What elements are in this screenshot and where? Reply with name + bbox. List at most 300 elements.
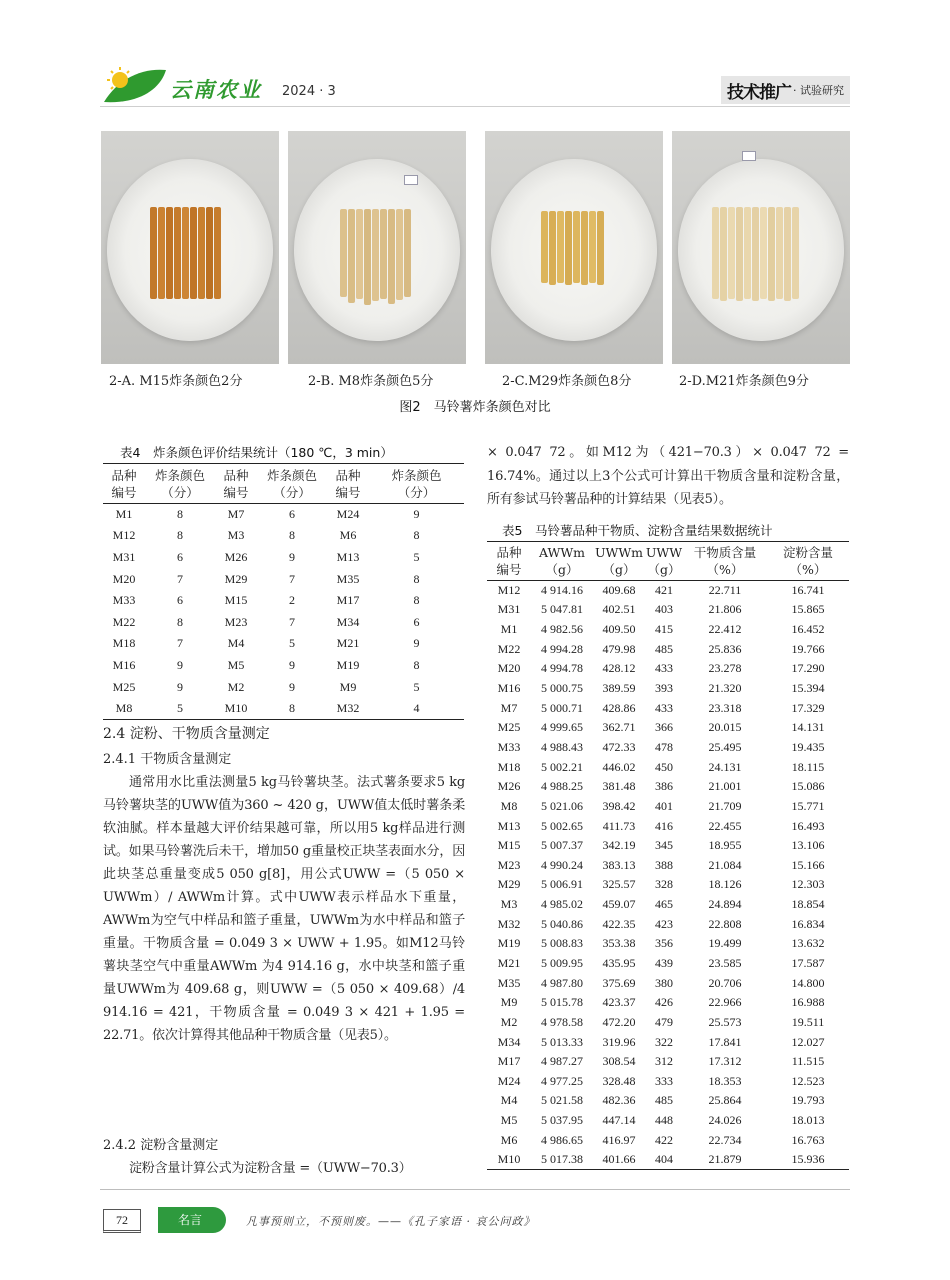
table5-cell: 409.50 — [602, 622, 636, 637]
table5-cell: M1 — [500, 622, 518, 637]
table5-cell: 5 021.06 — [541, 798, 583, 813]
table5-cell: M5 — [500, 1113, 518, 1128]
table5-cell: 478 — [655, 739, 673, 754]
table5-cell: 380 — [655, 975, 673, 990]
photo-m29-fries — [485, 131, 663, 364]
table5-row — [487, 1032, 849, 1052]
table5-cell: 416 — [655, 818, 673, 833]
table5-header-cell: UWW （g） — [645, 545, 683, 577]
table5-cell: M20 — [497, 661, 521, 676]
table4-cell: M8 — [115, 700, 133, 715]
table5-cell: 5 000.75 — [541, 681, 583, 696]
table5-cell: 416.97 — [602, 1132, 636, 1147]
table5-row — [487, 1130, 849, 1150]
table4-cell: 8 — [177, 528, 183, 543]
table5-cell: 24.894 — [708, 897, 742, 912]
table5-cell: 308.54 — [602, 1054, 636, 1069]
table5-cell: 21.806 — [708, 602, 742, 617]
table4-row — [103, 676, 464, 698]
table5-cell: 428.86 — [602, 700, 636, 715]
table5-cell: 4 914.16 — [541, 583, 583, 598]
table4-cell: M22 — [112, 614, 136, 629]
table5-cell: 446.02 — [602, 759, 636, 774]
table4-cell: 8 — [413, 657, 420, 672]
table5-cell: 15.394 — [791, 681, 825, 696]
table5-row — [487, 954, 849, 974]
table5-cell: M16 — [497, 681, 521, 696]
table5-row — [487, 1072, 849, 1092]
table5-cell: 479.98 — [602, 641, 636, 656]
table5-row — [487, 895, 849, 915]
table5-cell: 18.115 — [791, 759, 825, 774]
fries-group — [712, 207, 799, 301]
section-main-label: 技术推广 — [727, 82, 791, 103]
table5-cell: 356 — [655, 936, 673, 951]
table5-cell: M6 — [500, 1132, 518, 1147]
table5-row — [487, 973, 849, 993]
table5-cell: M15 — [497, 838, 521, 853]
table5-cell: M17 — [497, 1054, 521, 1069]
photo-caption-a: 2-A. M15炸条颜色2分 — [109, 374, 243, 389]
table4-cell: M16 — [112, 657, 136, 672]
table4-header-cell: 炸条颜色 （分） — [154, 467, 205, 500]
table5-row — [487, 855, 849, 875]
table5-cell: M24 — [497, 1073, 521, 1088]
table5-row — [487, 718, 849, 738]
table4-row — [103, 698, 464, 720]
table4-cell: 5 — [177, 700, 183, 715]
table5-cell: 19.511 — [791, 1014, 825, 1029]
table4-cell: 8 — [413, 528, 420, 543]
table5-row — [487, 620, 849, 640]
table5-cell: 5 009.95 — [541, 955, 583, 970]
table4-cell: M17 — [336, 593, 360, 608]
table5-cell: 12.303 — [791, 877, 825, 892]
table5-cell: 393 — [655, 681, 673, 696]
table5-cell: 4 987.80 — [541, 975, 583, 990]
table4-cell: 9 — [177, 657, 183, 672]
table5-cell: 423.37 — [602, 995, 636, 1010]
table4-row — [103, 611, 464, 633]
table5-cell: 20.015 — [708, 720, 742, 735]
page-header — [100, 64, 850, 108]
table5-cell: 17.587 — [791, 955, 825, 970]
table5-cell: M26 — [497, 779, 521, 794]
page-number: 72 — [103, 1209, 141, 1233]
table5-cell: 22.455 — [708, 818, 742, 833]
table4-cell: M32 — [336, 700, 360, 715]
table4-cell: M19 — [336, 657, 360, 672]
table5-cell: M7 — [500, 700, 518, 715]
table5-cell: 18.854 — [791, 897, 825, 912]
table5-cell: 459.07 — [602, 897, 636, 912]
table4-cell: M3 — [227, 528, 245, 543]
table5-header-cell: 淀粉含量 （%） — [782, 545, 833, 577]
paragraph-starch: 淀粉含量计算公式为淀粉含量 =（UWW−70.3） — [129, 1161, 412, 1176]
table4-title: 表4 炸条颜色评价结果统计（180 ℃，3 min） — [120, 445, 393, 460]
table4-cell: 7 — [289, 614, 295, 629]
table5-row — [487, 600, 849, 620]
table5-cell: 13.106 — [791, 838, 825, 853]
table5-cell: 25.495 — [708, 739, 742, 754]
table5-cell: 25.836 — [708, 641, 742, 656]
table5-cell: 328 — [655, 877, 673, 892]
table4-header-cell: 品种 编号 — [111, 467, 137, 500]
table5-cell: 465 — [655, 897, 673, 912]
table5-cell: 19.766 — [791, 641, 825, 656]
table4-cell: 8 — [413, 593, 420, 608]
table5-cell: M19 — [497, 936, 521, 951]
table5-cell: 433 — [655, 661, 673, 676]
table5-cell: 4 977.25 — [541, 1073, 583, 1088]
table5-cell: 472.33 — [602, 739, 636, 754]
table5-row — [487, 1091, 849, 1111]
table5-cell: 388 — [655, 857, 673, 872]
table4-cell: 7 — [177, 636, 183, 651]
table5-cell: 21.320 — [708, 681, 742, 696]
table5-cell: 319.96 — [602, 1034, 636, 1049]
table5-cell: 448 — [655, 1113, 673, 1128]
table5-row — [487, 875, 849, 895]
table5-cell: 426 — [655, 995, 673, 1010]
table4-cell: M13 — [336, 549, 360, 564]
table5-cell: 19.499 — [708, 936, 742, 951]
paragraph-starch-continued: × 0.047 72。如M12为（421−70.3）× 0.047 72 = 16.74%。通过以上3个公式可计算出干物质含量和淀粉含量，所有参试马铃薯品种的计算结果（见表5）。 — [487, 445, 849, 507]
table5-cell: 15.936 — [791, 1152, 825, 1167]
table5-cell: 20.706 — [708, 975, 742, 990]
table5-cell: 24.026 — [708, 1113, 742, 1128]
table4-cell: 9 — [289, 679, 295, 694]
table5-cell: 401.66 — [602, 1152, 636, 1167]
table5-cell: 386 — [655, 779, 673, 794]
table4-cell: M18 — [112, 636, 136, 651]
table5-cell: 4 999.65 — [541, 720, 583, 735]
table4-cell: M23 — [224, 614, 248, 629]
table4-cell: 5 — [413, 679, 420, 694]
table5-cell: 312 — [655, 1054, 673, 1069]
table5-cell: 4 986.65 — [541, 1132, 583, 1147]
table5-cell: 423 — [655, 916, 673, 931]
table4-cell: 8 — [289, 700, 295, 715]
section-heading-2-4-2: 2.4.2 淀粉含量测定 — [103, 1138, 219, 1153]
table5-cell: M23 — [497, 857, 521, 872]
table5-cell: 15.166 — [791, 857, 825, 872]
table5-cell: 381.48 — [602, 779, 636, 794]
table5-cell: 14.131 — [791, 720, 825, 735]
table5-row — [487, 934, 849, 954]
table5-cell: 447.14 — [602, 1113, 636, 1128]
table5-cell: 19.793 — [791, 1093, 825, 1108]
table5-cell: 353.38 — [602, 936, 636, 951]
table5-cell: 23.585 — [708, 955, 742, 970]
table5-cell: 325.57 — [602, 877, 636, 892]
table5-row — [487, 993, 849, 1013]
table4-cell: M25 — [112, 679, 136, 694]
table5-cell: M9 — [500, 995, 518, 1010]
table5-cell: 485 — [655, 1093, 673, 1108]
table4-row — [103, 655, 464, 677]
table4-cell: M35 — [336, 571, 360, 586]
table5-cell: 383.13 — [602, 857, 636, 872]
table5-cell: 18.955 — [708, 838, 742, 853]
figure-title: 图2 马铃薯炸条颜色对比 — [399, 400, 551, 415]
table5-header-cell: UWWm （g） — [594, 545, 644, 577]
table5-cell: 22.412 — [708, 622, 742, 637]
table5-cell: 398.42 — [602, 798, 636, 813]
table5-cell: 4 978.58 — [541, 1014, 583, 1029]
table5-row — [487, 698, 849, 718]
table5-row — [487, 679, 849, 699]
table5-cell: 12.523 — [791, 1073, 825, 1088]
table4-cell: 6 — [413, 614, 420, 629]
table5-cell: 342.19 — [602, 838, 636, 853]
table5-cell: 22.711 — [708, 583, 742, 598]
table4-cell: M2 — [227, 679, 245, 694]
sun-leaf-logo-icon — [100, 66, 168, 106]
table5-row — [487, 757, 849, 777]
table4-color-scores — [103, 463, 464, 720]
table5-cell: 24.131 — [708, 759, 742, 774]
table4-cell: M34 — [336, 614, 360, 629]
table5-cell: 485 — [655, 641, 673, 656]
table4-header-row — [103, 464, 464, 504]
table5-cell: 5 015.78 — [541, 995, 583, 1010]
table5-cell: 17.329 — [791, 700, 825, 715]
table5-cell: M25 — [497, 720, 521, 735]
paragraph-dry-matter: 通常用水比重法测量5 kg马铃薯块茎。法式薯条要求5 kg马铃薯块茎的UWW值为360 ~ 420 g，UWW值太低时薯条柔软油腻。样本量越大评价结果越可靠，所以用5 kg样品进行测试。如果马铃薯洗后未干，增加50 g重量校正块茎表面水分，因此块茎总重量变成5 050 g[8]，用公式UWW =（5 050 × UWWm）/ AWWm计算。式中UWW表示样品水下重量，AWWm为空气中样品和篮子重量，UWWm为水中样品和篮子重量。干物质含量 = 0.049 3 × UWW + 1.95。如M12马铃薯块茎空气中重量AWWm 为4 914.16 g，水中块茎和篮子重量UWWm为 409.68 g，则UWW =（5 050 × 409.68）/4 914.16 = 421，干物质含量 = 0.049 3 × 421 + 1.95 = 22.71。依次计算得其他品种干物质含量（见表5）。 — [103, 775, 465, 1043]
table4-cell: M6 — [339, 528, 357, 543]
table5-cell: 15.865 — [791, 602, 825, 617]
fries-group — [541, 211, 604, 285]
table5-cell: 328.48 — [602, 1073, 636, 1088]
table4-cell: M5 — [227, 657, 245, 672]
table5-cell: M22 — [497, 641, 521, 656]
table5-cell: 19.435 — [791, 739, 825, 754]
table5-cell: 4 982.56 — [541, 622, 583, 637]
motto-quote: 凡事预则立，不预则废。——《孔子家语 · 哀公问政》 — [246, 1215, 536, 1228]
table4-cell: M9 — [339, 679, 357, 694]
table5-cell: 362.71 — [602, 720, 636, 735]
table4-cell: M21 — [336, 636, 360, 651]
table5-cell: 409.68 — [602, 583, 636, 598]
table4-cell: 7 — [177, 571, 183, 586]
table5-cell: 4 985.02 — [541, 897, 583, 912]
table4-row — [103, 568, 464, 590]
table5-cell: M10 — [497, 1152, 521, 1167]
table5-cell: 5 017.38 — [541, 1152, 583, 1167]
table5-row — [487, 816, 849, 836]
table5-row — [487, 1013, 849, 1033]
table5-row — [487, 1111, 849, 1131]
table5-cell: 4 990.24 — [541, 857, 583, 872]
table5-cell: 403 — [655, 602, 673, 617]
table5-cell: 16.763 — [791, 1132, 825, 1147]
table5-row — [487, 738, 849, 758]
table5-cell: 17.290 — [791, 661, 825, 676]
table5-cell: 25.573 — [708, 1014, 742, 1029]
table5-cell: M4 — [500, 1093, 518, 1108]
table4-cell: 5 — [289, 636, 295, 651]
table5-cell: 345 — [655, 838, 673, 853]
table5-cell: 22.966 — [708, 995, 742, 1010]
table5-cell: 16.452 — [791, 622, 825, 637]
table5-cell: 18.353 — [708, 1073, 742, 1088]
table5-row — [487, 777, 849, 797]
table4-cell: M4 — [227, 636, 245, 651]
table5-cell: 17.841 — [708, 1034, 742, 1049]
table5-cell: 428.12 — [602, 661, 636, 676]
table5-cell: 5 002.21 — [541, 759, 583, 774]
table4-cell: M29 — [224, 571, 248, 586]
table5-row — [487, 914, 849, 934]
table5-cell: 14.800 — [791, 975, 825, 990]
table4-cell: M20 — [112, 571, 136, 586]
table5-cell: 322 — [655, 1034, 673, 1049]
table5-cell: M13 — [497, 818, 521, 833]
table4-cell: 5 — [413, 549, 420, 564]
table5-cell: 21.001 — [708, 779, 742, 794]
table4-cell: M33 — [112, 593, 136, 608]
photo-caption-c: 2-C.M29炸条颜色8分 — [502, 374, 632, 389]
table4-cell: 9 — [289, 549, 295, 564]
table5-cell: 11.515 — [791, 1054, 825, 1069]
table4-header-cell: 炸条颜色 （分） — [391, 467, 442, 500]
table4-cell: 7 — [289, 571, 295, 586]
table5-cell: M21 — [497, 955, 521, 970]
table5-cell: M34 — [497, 1034, 521, 1049]
table5-cell: M8 — [500, 798, 518, 813]
section-heading-2-4: 2.4 淀粉、干物质含量测定 — [103, 726, 270, 742]
table5-cell: M29 — [497, 877, 521, 892]
table5-cell: 4 994.28 — [541, 641, 583, 656]
table5-cell: 5 000.71 — [541, 700, 583, 715]
table5-cell: 16.834 — [791, 916, 825, 931]
table5-cell: M31 — [497, 602, 521, 617]
table5-cell: 415 — [655, 622, 673, 637]
table5-cell: 5 006.91 — [541, 877, 583, 892]
table5-cell: 16.493 — [791, 818, 825, 833]
table5-row — [487, 797, 849, 817]
table5-cell: 366 — [655, 720, 673, 735]
table5-cell: 15.771 — [791, 798, 825, 813]
table4-header-cell: 炸条颜色 （分） — [266, 467, 317, 500]
table4-header-cell: 品种 编号 — [223, 467, 249, 500]
fries-group — [150, 207, 221, 299]
photo-caption-d: 2-D.M21炸条颜色9分 — [679, 374, 809, 389]
section-heading-2-4-1: 2.4.1 干物质含量测定 — [103, 752, 232, 767]
table5-header-cell: 干物质含量 （%） — [693, 545, 757, 577]
table4-cell: M31 — [112, 549, 136, 564]
table5-cell: 16.988 — [791, 995, 825, 1010]
table5-cell: 21.709 — [708, 798, 742, 813]
table5-cell: 450 — [655, 759, 673, 774]
photo-m8-fries — [288, 131, 466, 364]
table5-row — [487, 1150, 849, 1170]
section-sub-label: · 试验研究 — [793, 84, 844, 97]
table5-cell: 21.084 — [708, 857, 742, 872]
header-divider — [100, 106, 850, 107]
table5-cell: 17.312 — [708, 1054, 742, 1069]
table5-cell: 5 007.37 — [541, 838, 583, 853]
table4-cell: 9 — [289, 657, 295, 672]
table5-row — [487, 581, 849, 601]
table4-cell: 6 — [289, 507, 295, 522]
table5-cell: 4 988.25 — [541, 779, 583, 794]
table4-cell: 8 — [177, 614, 183, 629]
table5-cell: 12.027 — [791, 1034, 825, 1049]
journal-brand: 云南农业 — [170, 77, 262, 102]
table5-cell: 5 021.58 — [541, 1093, 583, 1108]
table5-cell: 5 040.86 — [541, 916, 583, 931]
photo-caption-b: 2-B. M8炸条颜色5分 — [308, 374, 434, 389]
table5-cell: 21.879 — [708, 1152, 742, 1167]
table5-cell: 401 — [655, 798, 673, 813]
table5-cell: 4 994.78 — [541, 661, 583, 676]
table4-row — [103, 590, 464, 612]
table5-cell: 22.808 — [708, 916, 742, 931]
table5-cell: 16.741 — [791, 583, 825, 598]
table4-row — [103, 504, 464, 526]
table5-cell: 472.20 — [602, 1014, 636, 1029]
table4-cell: M7 — [227, 507, 245, 522]
table5-cell: M33 — [497, 739, 521, 754]
table5-cell: 18.126 — [708, 877, 742, 892]
table5-cell: 5 002.65 — [541, 818, 583, 833]
table4-header-cell: 品种 编号 — [335, 467, 361, 500]
table4-cell: 9 — [413, 507, 420, 522]
table5-cell: 375.69 — [602, 975, 636, 990]
table5-row — [487, 1052, 849, 1072]
table5-title: 表5 马铃薯品种干物质、淀粉含量结果数据统计 — [502, 523, 773, 538]
table5-cell: 433 — [655, 700, 673, 715]
table4-row — [103, 525, 464, 547]
table5-row — [487, 836, 849, 856]
table4-cell: 8 — [177, 507, 183, 522]
table4-cell: M24 — [336, 507, 360, 522]
table5-cell: 5 008.83 — [541, 936, 583, 951]
table5-cell: 13.632 — [791, 936, 825, 951]
table4-cell: M10 — [224, 700, 248, 715]
table5-cell: 482.36 — [602, 1093, 636, 1108]
table4-row — [103, 633, 464, 655]
table5-cell: 479 — [655, 1014, 673, 1029]
table4-cell: M12 — [112, 528, 136, 543]
table4-cell: 2 — [289, 593, 295, 608]
table5-cell: 23.278 — [708, 661, 742, 676]
photo-m15-fries — [101, 131, 279, 364]
table5-cell: 402.51 — [602, 602, 636, 617]
table5-cell: 421 — [655, 583, 673, 598]
table4-cell: 9 — [177, 679, 183, 694]
table5-cell: M18 — [497, 759, 521, 774]
table5-cell: 4 987.27 — [541, 1054, 583, 1069]
table5-cell: 5 037.95 — [541, 1113, 583, 1128]
fries-group — [340, 209, 411, 305]
table4-cell: M26 — [224, 549, 248, 564]
table5-row — [487, 639, 849, 659]
table5-cell: 404 — [655, 1152, 673, 1167]
table5-cell: M12 — [497, 583, 521, 598]
table5-cell: 22.734 — [708, 1132, 742, 1147]
table5-header-cell: AWWm （g） — [538, 545, 586, 577]
table5-cell: 422.35 — [602, 916, 636, 931]
table4-cell: 4 — [413, 700, 420, 715]
table5-cell: 411.73 — [602, 818, 636, 833]
table4-cell: 8 — [289, 528, 295, 543]
table5-cell: 5 013.33 — [541, 1034, 583, 1049]
table4-cell: 9 — [413, 636, 420, 651]
table5-header-row — [487, 542, 849, 581]
